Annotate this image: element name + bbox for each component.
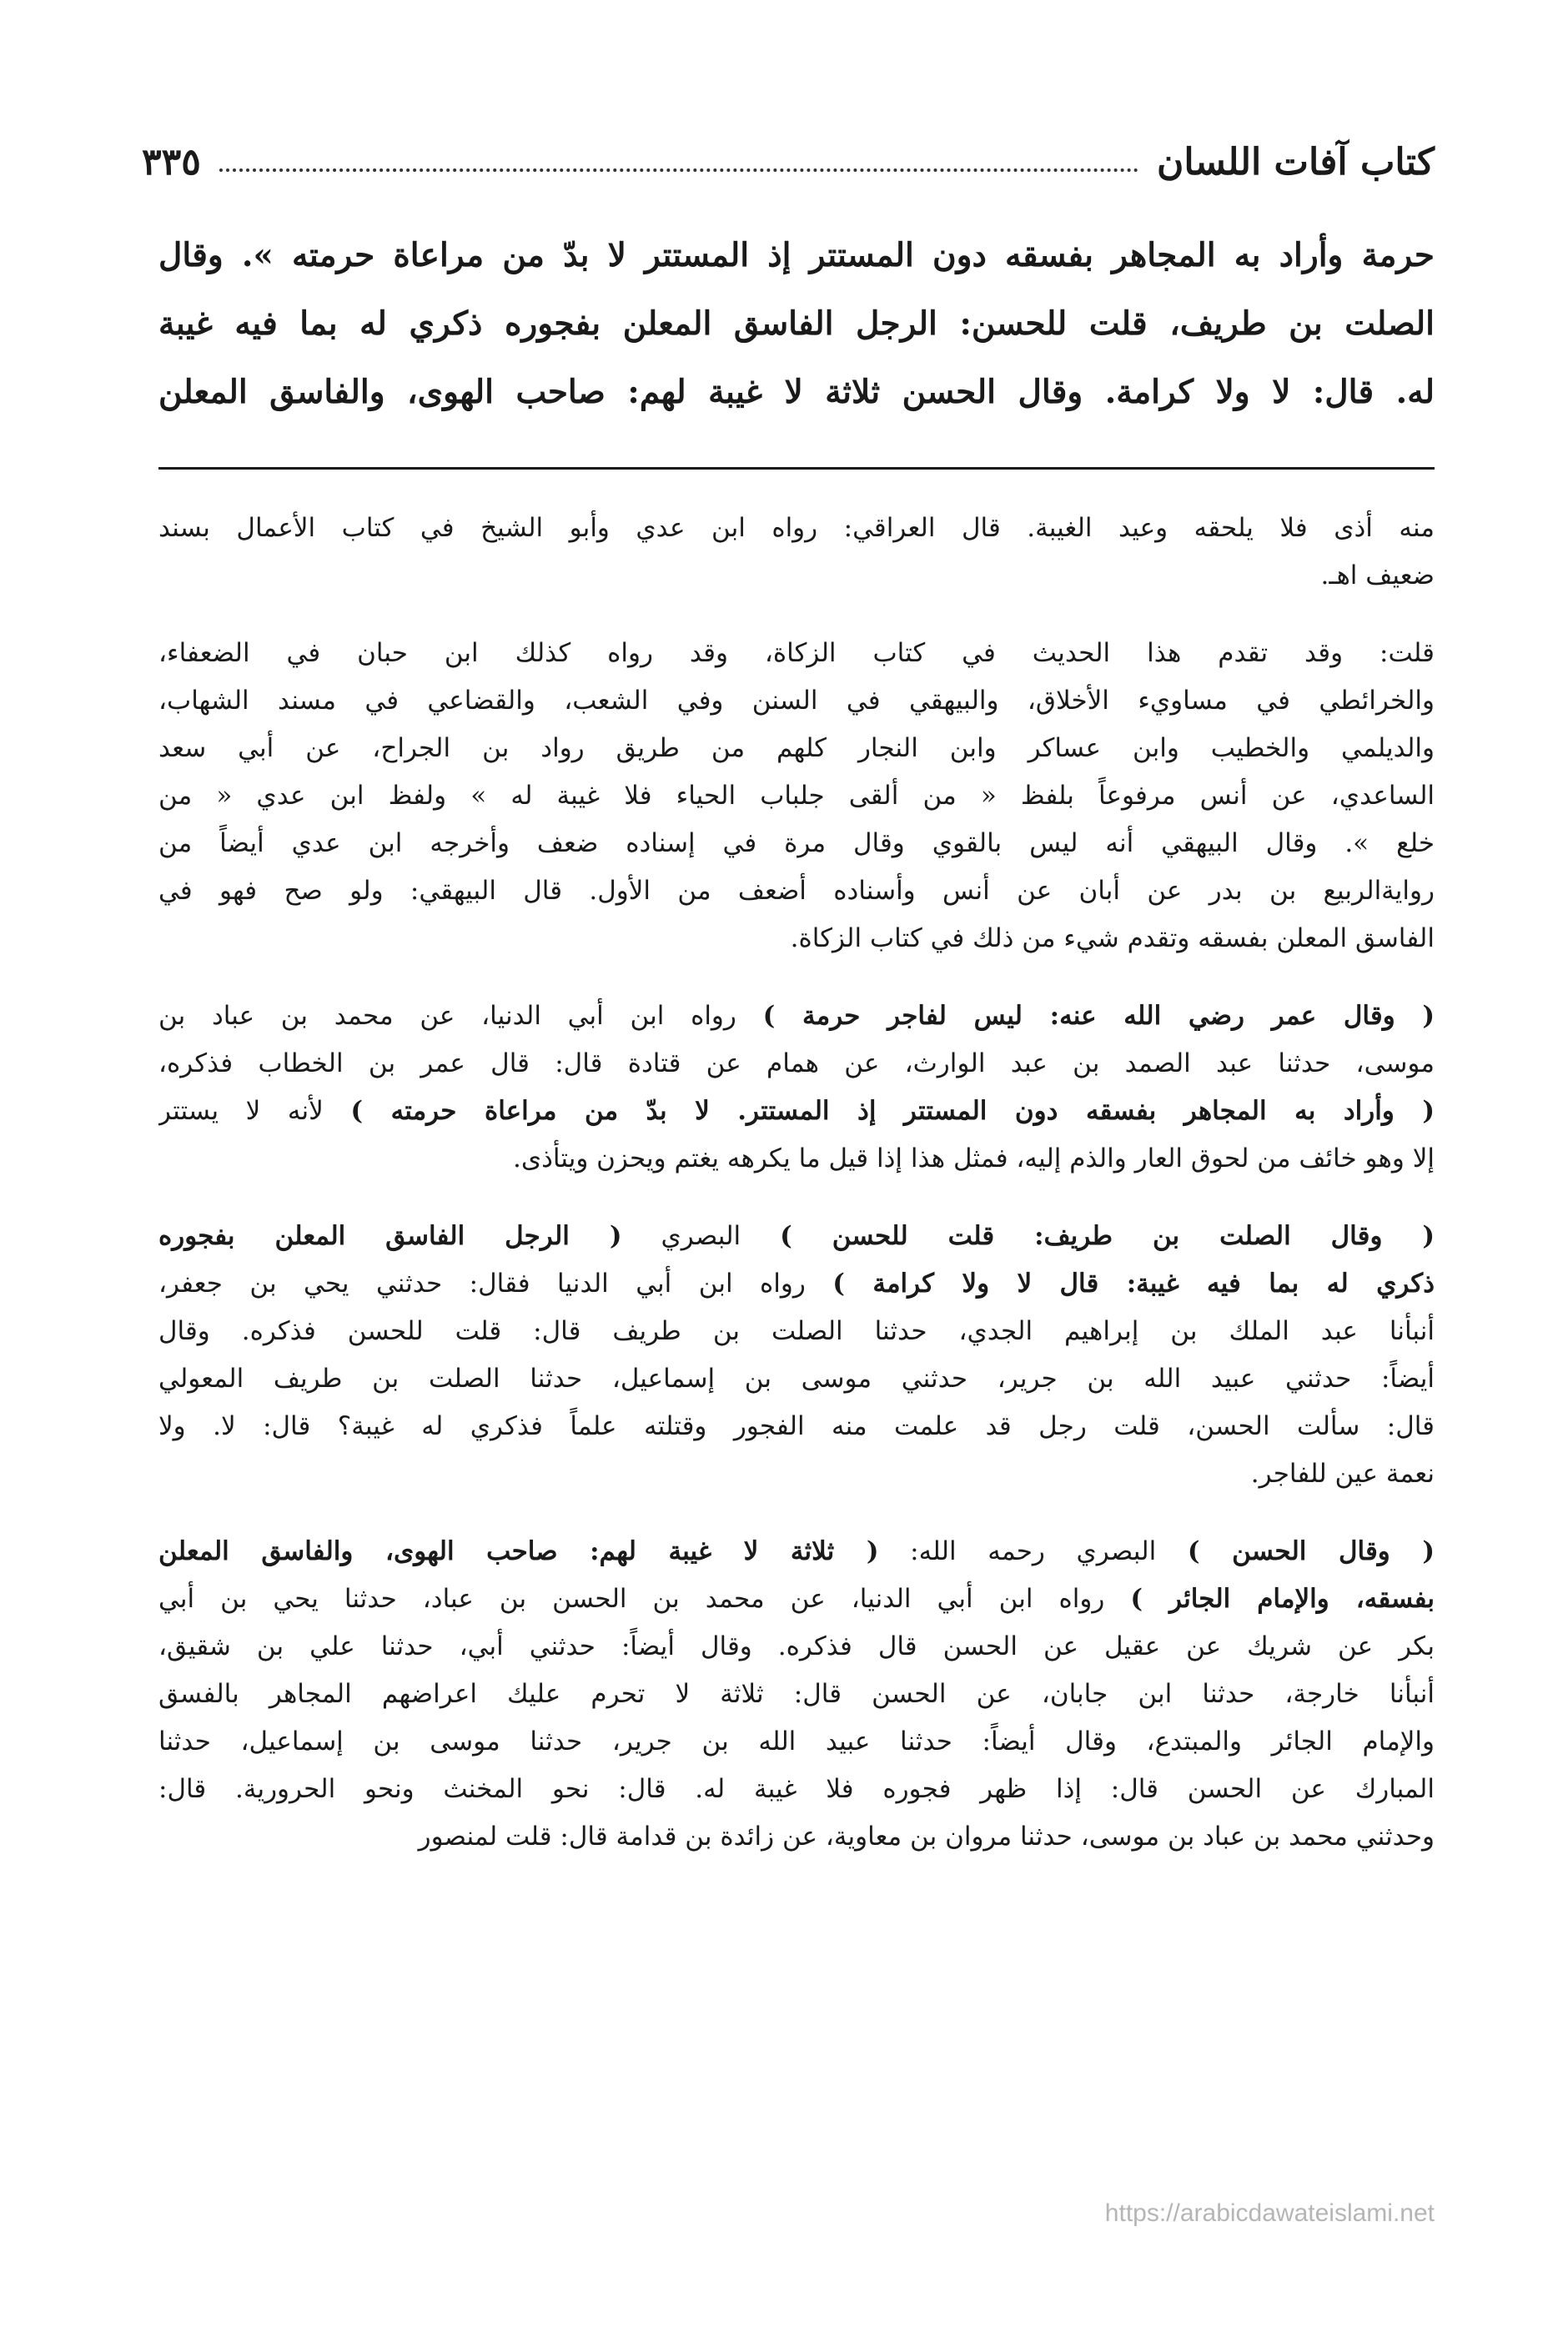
footnote-text: موسى، حدثنا عبد الصمد بن عبد الوارث، عن همام عن قتادة قال: قال عمر بن الخطاب فذكره، (158, 1048, 1435, 1078)
main-text-line: الصلت بن طريف، قلت للحسن: الرجل الفاسق المعلن بفجوره ذكري له بما فيه غيبة (158, 304, 1435, 343)
footnote-line (158, 1450, 1435, 1498)
bold-quote: ذكري له بما فيه غيبة: قال لا ولا كرامة ) (832, 1269, 1435, 1299)
footnote-line (158, 867, 1435, 915)
footnote-line (158, 630, 1435, 677)
footnote-paragraph (158, 1528, 1435, 1861)
footnote-paragraph (158, 630, 1435, 962)
footnote-line (158, 1260, 1435, 1308)
footnote-line (158, 1766, 1435, 1813)
footnote-line (158, 1135, 1435, 1183)
footnote-text: الساعدي، عن أنس مرفوعاً بلفظ « من ألقى جلباب الحياء فلا غيبة له » ولفظ ابن عدي « من (158, 781, 1435, 811)
footnote-text: والديلمي والخطيب وابن عساكر وابن النجار كلهم من طريق رواد بن الجراح، عن أبي سعد (158, 733, 1435, 763)
footnote-line (158, 1718, 1435, 1766)
main-text-line: له. قال: لا ولا كرامة. وقال الحسن ثلاثة لا غيبة لهم: صاحب الهوى، والفاسق المعلن (158, 373, 1435, 411)
footnote-line (158, 1403, 1435, 1450)
bold-quote: ( وقال عمر رضي الله عنه: ليس لفاجر حرمة ) (762, 1001, 1435, 1031)
footnote-text: خلع ». وقال البيهقي أنه ليس بالقوي وقال مرة في إسناده ضعف وأخرجه ابن عدي أيضاً من (158, 828, 1435, 858)
footnote-line (158, 772, 1435, 820)
footnote-text: أنبأنا عبد الملك بن إبراهيم الجدي، حدثنا الصلت بن طريف قال: قلت للحسن فذكره. وقال (158, 1316, 1435, 1346)
footnote-line (158, 1308, 1435, 1355)
footnote-text: والخرائطي في مساويء الأخلاق، والبيهقي في السنن وفي الشعب، والقضاعي في مسند الشهاب، (158, 686, 1435, 716)
watermark-url: https://arabicdawateislami.net (1104, 2199, 1435, 2227)
footnote-text: ضعيف اهـ. (1320, 560, 1435, 591)
footnote-line (158, 552, 1435, 600)
main-text-line: حرمة وأراد به المجاهر بفسقه دون المستتر إذ المستتر لا بدّ من مراعاة حرمته ». وقال (158, 236, 1435, 274)
footnote-text: قلت: وقد تقدم هذا الحديث في كتاب الزكاة، وقد رواه كذلك ابن حبان في الضعفاء، (158, 638, 1435, 668)
bold-quote: ( وقال الصلت بن طريف: قلت للحسن ) (780, 1221, 1435, 1251)
footnote-text: رواه ابن أبي الدنيا فقال: حدثني يحي بن جعفر، (158, 1269, 833, 1299)
dotted-leader (219, 168, 1138, 172)
footnote-separator (158, 467, 1435, 470)
footnote-text: رواه ابن أبي الدنيا، عن محمد بن عباد بن (158, 1001, 763, 1031)
page-number: ٣٣٥ (142, 141, 201, 183)
bold-quote: ( وقال الحسن ) (1187, 1536, 1435, 1566)
footnote-line (158, 1813, 1435, 1861)
bold-quote: ( وأراد به المجاهر بفسقه دون المستتر إذ المستتر. لا بدّ من مراعاة حرمته ) (350, 1096, 1435, 1126)
paragraph-gap (158, 962, 1435, 993)
running-header (142, 125, 1435, 183)
paragraph-gap (158, 1183, 1435, 1213)
footnote-line (158, 993, 1435, 1040)
bold-quote: بفسقه، والإمام الجائر ) (1130, 1584, 1435, 1614)
footnote-text: وحدثني محمد بن عباد بن موسى، حدثنا مروان بن معاوية، عن زائدة بن قدامة قال: قلت لمنصور (418, 1822, 1435, 1852)
footnote-paragraph (158, 505, 1435, 600)
book-title: كتاب آفات اللسان (1157, 141, 1435, 183)
paragraph-gap (158, 1498, 1435, 1528)
footnote-text: البصري (621, 1221, 781, 1251)
footnote-text: قال: سألت الحسن، قلت رجل قد علمت منه الفجور وقتلته علماً فذكري له غيبة؟ قال: لا. ولا (158, 1411, 1435, 1441)
footnote-text: لأنه لا يستتر (158, 1096, 351, 1126)
footnote-text: رواه ابن أبي الدنيا، عن محمد بن الحسن بن عباد، حدثنا يحي بن أبي (158, 1584, 1131, 1614)
footnote-line (158, 725, 1435, 772)
footnotes (158, 505, 1435, 1861)
footnote-text: والإمام الجائر والمبتدع، وقال أيضاً: حدثنا عبيد الله بن جرير، حدثنا موسى بن إسماعيل، حدثنا (158, 1726, 1435, 1757)
footnote-text: المبارك عن الحسن قال: إذا ظهر فجوره فلا غيبة له. قال: نحو المخنث ونحو الحرورية. قال: (158, 1774, 1435, 1804)
bold-quote: ( ثلاثة لا غيبة لهم: صاحب الهوى، والفاسق المعلن (158, 1536, 879, 1566)
footnote-line (158, 1671, 1435, 1718)
footnote-line (158, 677, 1435, 725)
footnote-line (158, 1355, 1435, 1403)
footnote-line (158, 915, 1435, 962)
footnote-text: أنبأنا خارجة، حدثنا ابن جابان، عن الحسن قال: ثلاثة لا تحرم عليك اعراضهم المجاهر بالفسق (158, 1679, 1435, 1709)
footnote-text: منه أذى فلا يلحقه وعيد الغيبة. قال العراقي: رواه ابن عدي وأبو الشيخ في كتاب الأعمال بسند (158, 513, 1435, 543)
footnote-line (158, 1623, 1435, 1671)
footnote-text: البصري رحمه الله: (878, 1536, 1188, 1566)
footnote-text: نعمة عين للفاجر. (1250, 1459, 1435, 1489)
footnote-line (158, 1040, 1435, 1088)
footnote-text: أيضاً: حدثني عبيد الله بن جرير، حدثني موسى بن إسماعيل، حدثنا الصلت بن طريف المعولي (158, 1364, 1435, 1394)
footnote-line (158, 1576, 1435, 1623)
footnote-paragraph (158, 993, 1435, 1183)
footnote-line (158, 1213, 1435, 1260)
bold-quote: ( الرجل الفاسق المعلن بفجوره (158, 1221, 622, 1251)
footnote-text: إلا وهو خائف من لحوق العار والذم إليه، فمثل هذا إذا قيل ما يكرهه يغتم ويحزن ويتأذى. (512, 1143, 1435, 1174)
footnote-text: بكر عن شريك عن عقيل عن الحسن قال فذكره. وقال أيضاً: حدثني أبي، حدثنا علي بن شقيق، (158, 1631, 1435, 1661)
footnote-text: روايةالربيع بن بدر عن أبان عن أنس وأسناده أضعف من الأول. قال البيهقي: ولو صح فهو في (158, 876, 1435, 906)
main-text (158, 221, 1435, 426)
footnote-line (158, 820, 1435, 867)
footnote-line (158, 505, 1435, 552)
footnote-paragraph (158, 1213, 1435, 1498)
paragraph-gap (158, 600, 1435, 630)
footnote-line (158, 1088, 1435, 1135)
footnote-line (158, 1528, 1435, 1576)
footnote-text: الفاسق المعلن بفسقه وتقدم شيء من ذلك في كتاب الزكاة. (790, 923, 1435, 953)
